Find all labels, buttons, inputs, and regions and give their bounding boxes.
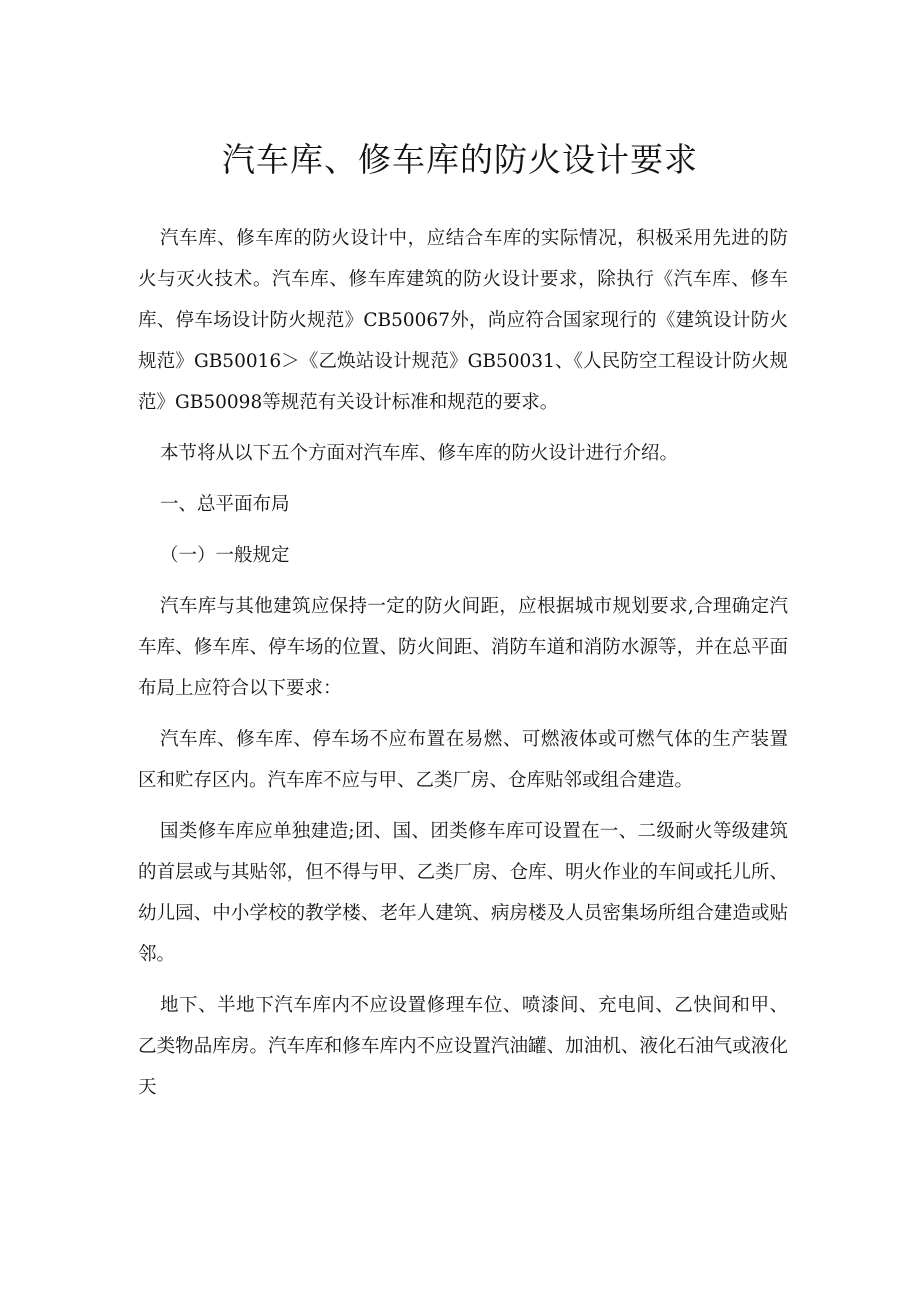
paragraph-general-rules: 汽车库与其他建筑应保持一定的防火间距，应根据城市规划要求,合理确定汽车库、修车库、停车场的位置、防火间距、消防车道和消防水源等，并在总平面布局上应符合以下要求： xyxy=(138,596,788,699)
paragraph-location-rules: 汽车库、修车库、停车场不应布置在易燃、可燃液体或可燃气体的生产装置区和贮存区内。汽车库不应与甲、乙类厂房、仓库贴邻或组合建造。 xyxy=(138,729,788,791)
document-title: 汽车库、修车库的防火设计要求 xyxy=(222,140,698,179)
paragraph-underground-rules: 地下、半地下汽车库内不应设置修理车位、喷漆间、充电间、乙快间和甲、乙类物品库房。汽车库和修车库内不应设置汽油罐、加油机、液化石油气或液化天 xyxy=(138,995,788,1098)
document-body xyxy=(138,218,788,1108)
paragraph-overview: 本节将从以下五个方面对汽车库、修车库的防火设计进行介绍。 xyxy=(160,443,679,464)
section-heading: 一、总平面布局 xyxy=(160,494,290,515)
paragraph-repair-garage-rules: 国类修车库应单独建造;团、国、团类修车库可设置在一、二级耐火等级建筑的首层或与其贴邻，但不得与甲、乙类厂房、仓库、明火作业的车间或托儿所、幼儿园、中小学校的教学楼、老年人建筑、病房楼及人员密集场所组合建造或贴邻。 xyxy=(138,821,788,965)
subsection-heading: （一）一般规定 xyxy=(160,545,290,566)
paragraph-intro: 汽车库、修车库的防火设计中，应结合车库的实际情况，积极采用先进的防火与灭火技术。汽车库、修车库建筑的防火设计要求，除执行《汽车库、修车库、停车场设计防火规范》CB50067外，尚应符合国家现行的《建筑设计防火规范》GB50016＞《乙焕站设计规范》GB50031、《人民防空工程设计防火规范》GB50098等规范有关设计标准和规范的要求。 xyxy=(138,228,788,413)
